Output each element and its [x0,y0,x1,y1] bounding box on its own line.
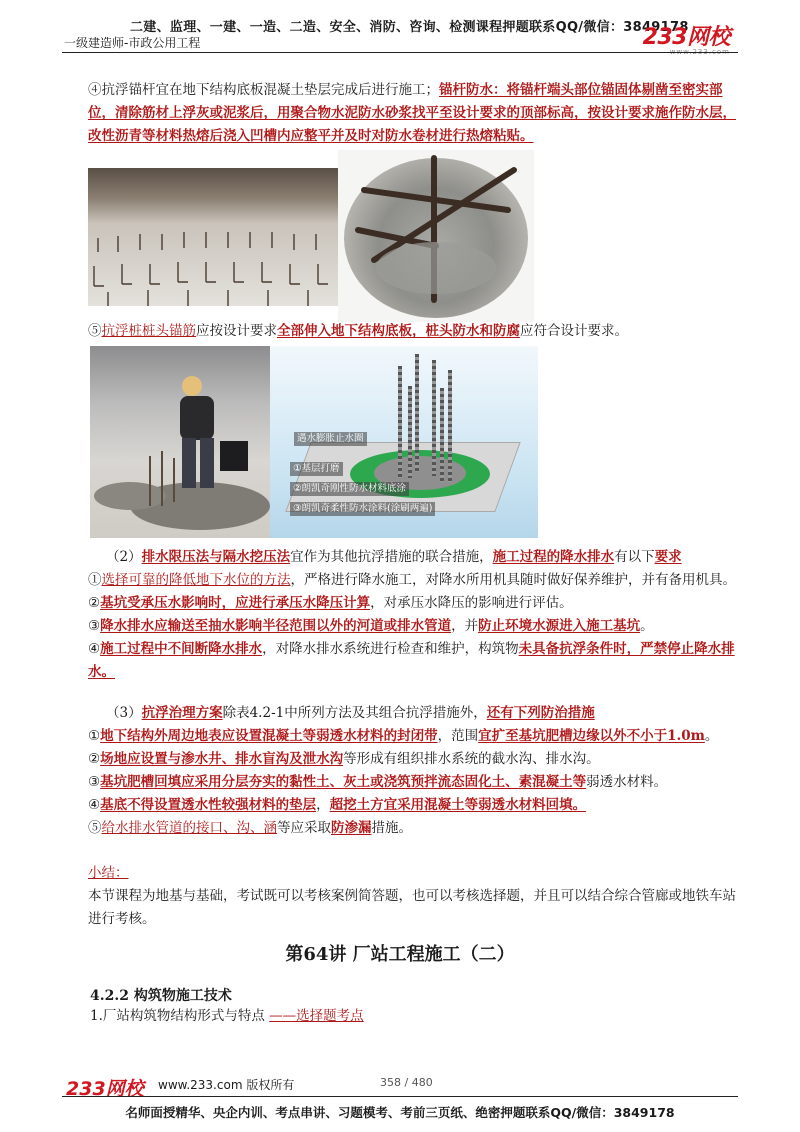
section-title: 第64讲 厂站工程施工（二） [285,944,515,965]
summary-block [88,862,736,931]
footer-contact-line: 名师面授精华、央企内训、考点串讲、习题模考、考前三页纸、绝密押题联系QQ/微信：3849178 [125,1105,675,1120]
header-divider [62,52,738,53]
paragraph-anchor-rod: ④抗浮锚杆宜在地下结构底板混凝土垫层完成后进行施工；锚杆防水：将锚杆端头部位锚固体剔凿至密实部位，清除筋材上浮灰或泥浆后，用聚合物水泥防水砂浆找平至设计要求的顶部标高，按设计要求施作防水层，改性沥青等材料热熔后浇入凹槽内应整平并及时对防水卷材进行热熔粘贴。 [88,82,736,144]
diagram-label-step3: ③朗凯奇柔性防水涂料(涂刷两遍) [290,502,435,516]
list-drainage-requirements [88,569,736,684]
subsection-item: 1.厂站构筑物结构形式与特点 ——选择题考点 [90,1008,364,1024]
summary-text: 本节课程为地基与基础，考试既可以考核案例简答题，也可以考核选择题，并且可以结合综合管廊或地铁车站进行考核。 [88,888,736,927]
list-prevention-measures [88,725,736,840]
list-item: ②基坑受承压水影响时，应进行承压水降压计算，对承压水降压的影响进行评估。 [88,595,573,611]
summary-label: 小结： [88,865,129,881]
anchor-rod-closeup-photo [338,150,534,322]
page-number: 358 / 480 [380,1076,433,1089]
paragraph-anti-float-plan: （3）抗浮治理方案除表4.2-1中所列方法及其组合抗浮措施外，还有下列防治措施 [106,705,595,721]
pile-waterproof-diagram [270,346,538,538]
list-item: ⑤给水排水管道的接口、沟、涵等应采取防渗漏措施。 [88,820,412,836]
list-item: ④施工过程中不间断降水排水，对降水排水系统进行检查和维护，构筑物未具备抗浮条件时，严禁停止降水排水。 [88,641,735,680]
anchor-rods-field-photo [88,168,338,306]
header-contact-line: 二建、监理、一建、一造、二造、安全、消防、咨询、检测课程押题联系QQ/微信：3849178 [130,20,689,35]
paragraph-pile-rebar: ⑤抗浮桩桩头锚筋应按设计要求全部伸入地下结构底板，桩头防水和防腐应符合设计要求。 [88,323,628,339]
diagram-label-water-stop-ring: 遇水膨胀止水圈 [294,432,367,446]
list-item: ②场地应设置与渗水井、排水盲沟及泄水沟等形成有组织排水系统的截水沟、排水沟。 [88,751,600,767]
diagram-label-step1: ①基层打磨 [290,462,343,476]
list-item: ③降水排水应输送至抽水影响半径范围以外的河道或排水管道，并防止环境水源进入施工基坑。 [88,618,654,634]
list-item: ④基底不得设置透水性较强材料的垫层，超挖土方宜采用混凝土等弱透水材料回填。 [88,797,587,813]
footer-divider [62,1096,738,1097]
paragraph-drainage-intro: （2）排水限压法与隔水挖压法宜作为其他抗浮措施的联合措施，施工过程的降水排水有以下要求 [106,549,682,565]
worker-pile-head-photo [90,346,270,538]
brand-logo: 233网校 www.233.com [642,25,730,56]
header-subject: 一级建造师-市政公用工程 [64,36,201,50]
diagram-label-step2: ②朗凯奇刚性防水材料底涂 [290,482,409,496]
subsection-heading: 4.2.2 构筑物施工技术 [90,988,232,1004]
list-item: ①地下结构外周边地表应设置混凝土等弱透水材料的封闭带，范围宜扩至基坑肥槽边缘以外不小于1.0m。 [88,728,719,744]
list-item: ①选择可靠的降低地下水位的方法，严格进行降水施工，对降水所用机具随时做好保养维护，并有备用机具。 [88,572,736,588]
footer-copyright: www.233.com 版权所有 [158,1078,295,1092]
footer-logo: 233网校 [66,1078,144,1100]
list-item: ③基坑肥槽回填应采用分层夯实的黏性土、灰土或浇筑预拌流态固化土、素混凝土等弱透水材料。 [88,774,668,790]
